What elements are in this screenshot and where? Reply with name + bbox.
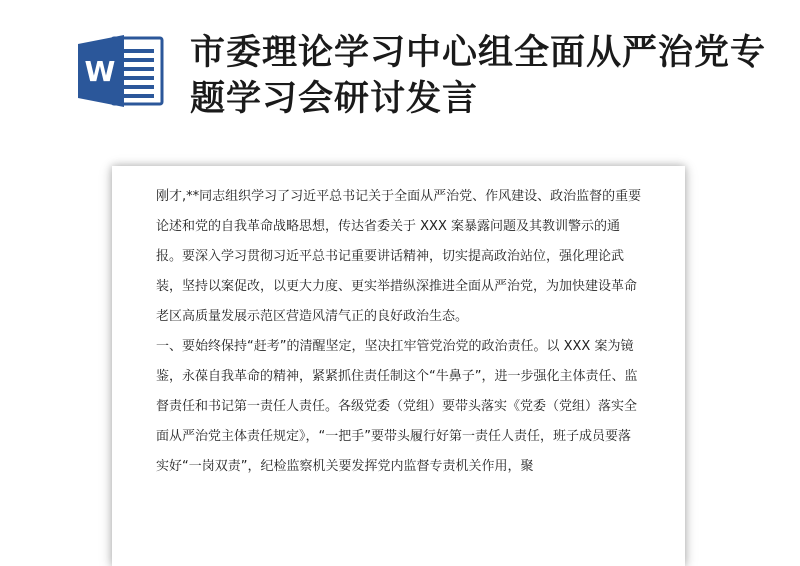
header: [0, 0, 800, 160]
document-page: [112, 166, 685, 566]
paragraph-section-1: 一、要始终保持“赶考”的清醒坚定，坚决扛牢管党治党的政治责任。以 XXX 案为镜鉴，永葆自我革命的精神，紧紧抓住责任制这个“牛鼻子”，进一步强化主体责任、监督责任和书记第一责任人责任。各级党委（党组）要带头落实《党委（党组）落实全面从严治党主体责任规定》，“一把手”要带头履行好第一责任人责任，班子成员要落实好“一岗双责”，纪检监察机关要发挥党内监督专责机关作用，聚: [156, 339, 638, 474]
paragraph-intro: 刚才,**同志组织学习了习近平总书记关于全面从严治党、作风建设、政治监督的重要论述和党的自我革命战略思想，传达省委关于 XXX 案暴露问题及其教训警示的通报。要深入学习贯彻习近平总书记重要讲话精神，切实提高政治站位，强化理论武装，坚持以案促改，以更大力度、更实举措纵深推进全面从严治党，为加快建设革命老区高质量发展示范区营造风清气正的良好政治生态。: [156, 189, 642, 324]
word-document-icon: [76, 33, 164, 109]
word-letter: W: [84, 55, 116, 88]
document-body: [156, 182, 642, 482]
document-title: 市委理论学习中心组全面从严治党专题学习会研讨发言: [190, 33, 767, 119]
